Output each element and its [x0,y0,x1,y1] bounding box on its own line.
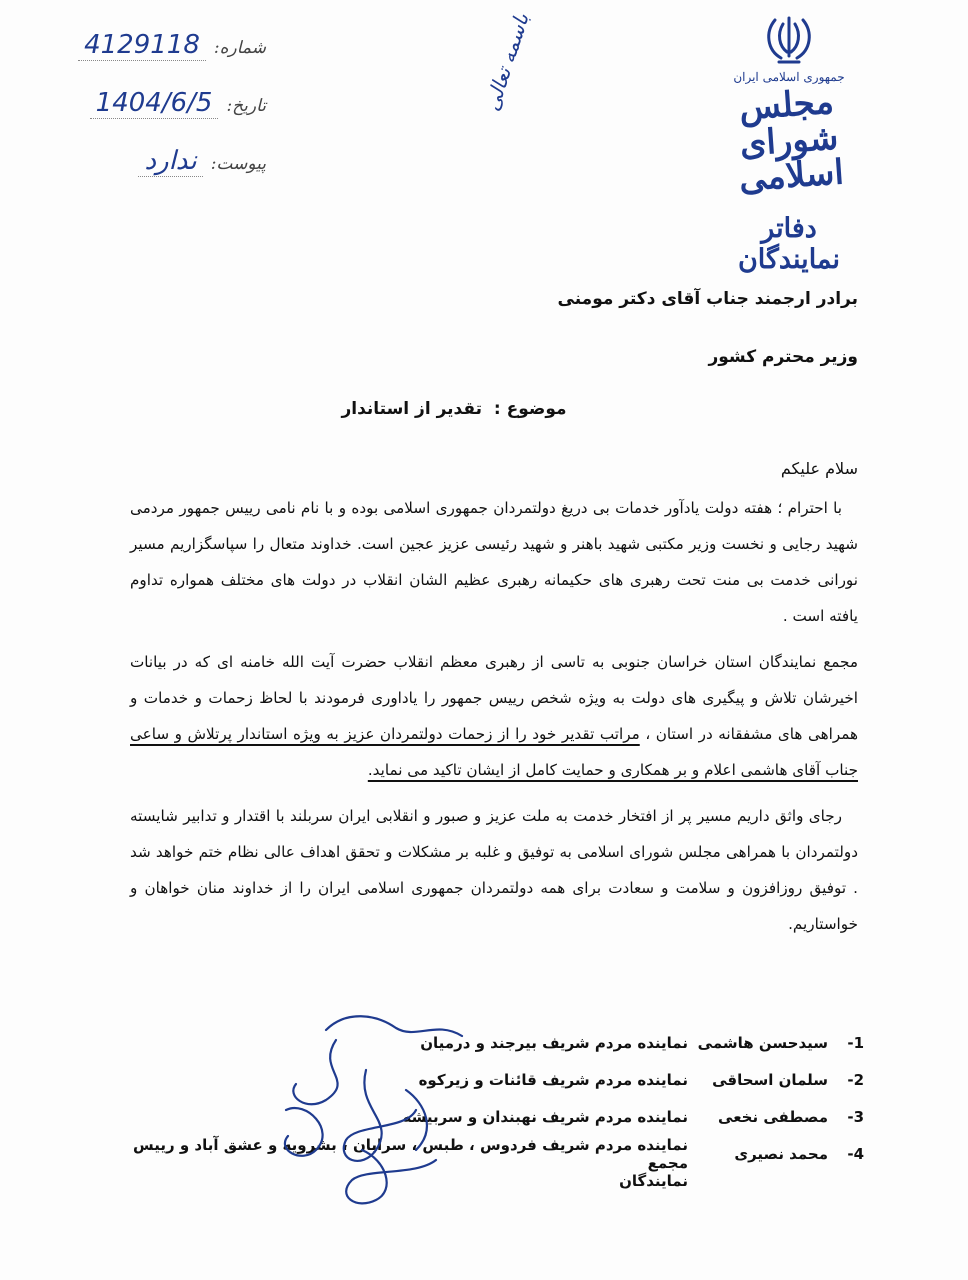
brand-country: جمهوری اسلامی ایران [733,70,845,84]
letter-body [130,284,858,942]
number-label: شماره: [213,38,266,58]
number-row [66,30,266,88]
brand-office: دفاتر نمایندگان [737,213,841,276]
attachment-row [66,146,266,204]
signer-description-continued: نمایندگان [619,1172,688,1190]
attachment-value: ندارد [138,146,202,177]
number-value: 4129118 [78,30,206,61]
recipient: برادر ارجمند جناب آقای دکتر مومنی [557,289,858,309]
reference-fields [66,30,266,204]
signatories [124,1024,864,1202]
signer-name: مصطفی نخعی [718,1107,828,1126]
paragraph-2-underlined: مراتب تقدیر خود را از زحمات دولتمردان عزیز به ویژه استاندار پرتلاش و ساعی جناب آقای هاشمی اعلام و بر همکاری و حمایت کامل از ایشان تاکید می نماید. [130,725,858,779]
signer-row [124,1061,864,1098]
paragraph-2 [130,644,858,788]
signer-number: 4- [847,1144,864,1163]
signer-row [124,1135,864,1172]
header-notation: باسمه تعالی [479,10,534,114]
date-value: 1404/6/5 [90,88,219,119]
subject-line [130,394,858,424]
signer-description: نماینده مردم شریف فردوس ، طبس ، سرایان ، بشرویه و عشق آباد و رییس مجمع [133,1135,688,1172]
paragraph-3-text: رجای واثق داریم مسیر پر از افتخار خدمت به ملت عزیز و صبور و انقلابی ایران سربلند با اقتدار و تدابیر شایسته دولتمردان با همراهی مجلس شورای اسلامی به توفیق و غلبه بر مشکلات و تحقق اهداف عالی نظام ختم خواهد شد . توفیق روزافزون و سلامت و سعادت برای همه دولتمردان جمهوری اسلامی ایران را از خداوند منان خواهان و خواستاریم. [130,807,858,933]
signer-name: سیدحسن هاشمی [697,1033,828,1052]
greeting: سلام علیکم [780,459,858,478]
signer-row [124,1098,864,1135]
iran-emblem-icon [761,14,817,66]
signer-description: نماینده مردم شریف قائنات و زیرکوه [418,1070,688,1089]
signer-description: نماینده مردم شریف بیرجند و درمیان [420,1033,688,1052]
paragraph-3 [130,798,858,942]
signer-row [124,1024,864,1061]
attachment-label: پیوست: [210,154,266,174]
recipient-title: وزیر محترم کشور [708,347,858,367]
signer-description: نماینده مردم شریف نهبندان و سربیشه [402,1107,688,1126]
subject-label: موضوع : [493,399,567,419]
signer-number: 3- [847,1107,864,1126]
paragraph-1-text: با احترام ؛ هفته دولت یادآور خدمات بی دریغ دولتمردان جمهوری اسلامی بوده و با نام نامی رییس جمهور مردمی شهید رجایی و نخست وزیر مکتبی شهید باهنر و شهید رئیسی عزیز عجین است. خداوند متعال را سپاسگزاریم مسیر نورانی خدمت بی منت تحت رهبری های حکیمانه رهبری عظیم الشان انقلاب در دولت های مختلف همواره تداوم یافته است . [130,499,858,625]
letterhead-brand [714,14,864,275]
paragraph-2-text: مجمع نمایندگان استان خراسان جنوبی به تاسی از رهبری معظم انقلاب حضرت آیت الله خامنه ای که در بیانات اخیرشان تلاش و پیگیری های دولت به ویژه شخص رییس جمهور را یاداوری فرمودند با لحاظ زحمات و خدمات و همراهی های مشفقانه در استان ، [130,653,859,743]
subject-text: تقدیر از استاندار [341,399,482,419]
date-row [66,88,266,146]
brand-parliament: مجلس شورای اسلامی [737,81,846,200]
date-label: تاریخ: [226,96,266,116]
paragraph-1 [130,490,858,634]
signer-name: سلمان اسحاقی [712,1070,828,1089]
signer-name: محمد نصیری [734,1144,828,1163]
signer-number: 2- [847,1070,864,1089]
signer-number: 1- [847,1033,864,1052]
